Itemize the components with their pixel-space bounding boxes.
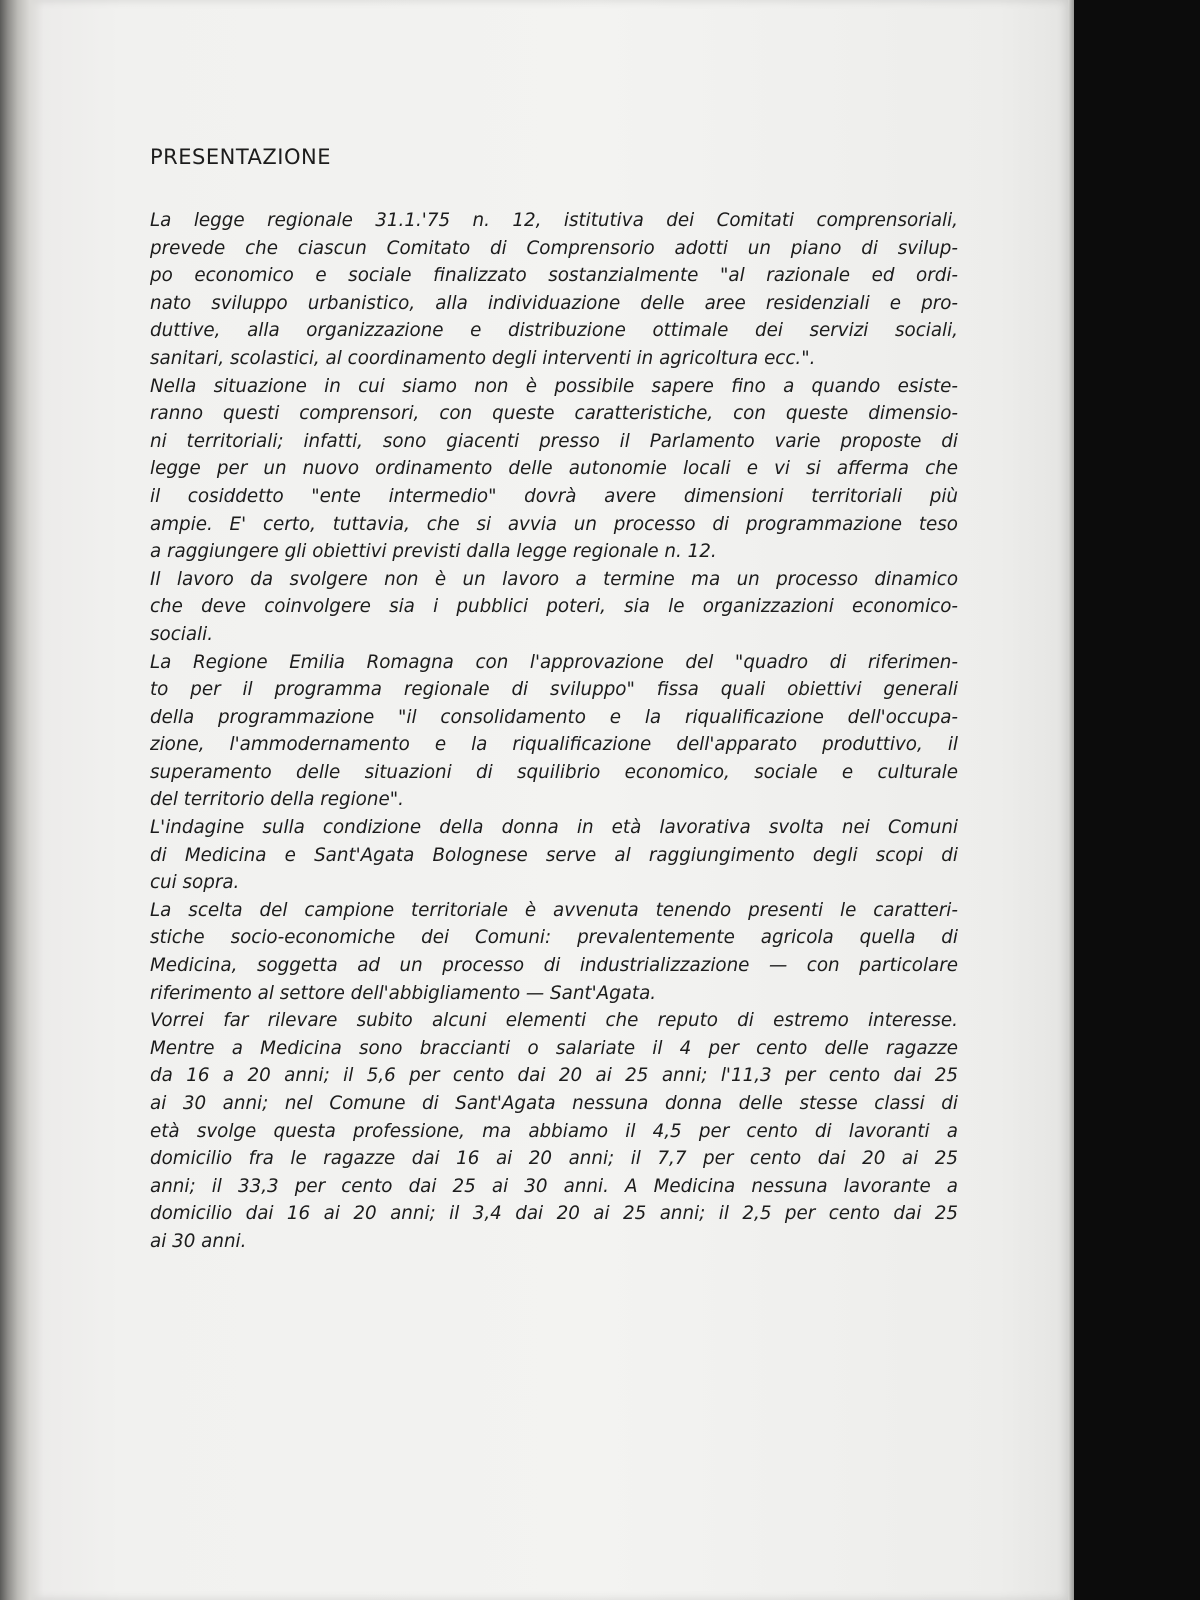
text-line: domicilio dai 16 ai 20 anni; il 3,4 dai 20 ai 25 anni; il 2,5 per cento dai 25	[150, 1203, 958, 1225]
text-line: La Regione Emilia Romagna con l'approvazione del "quadro di riferimen-	[150, 651, 958, 673]
text-line: to per il programma regionale di sviluppo" fissa quali obiettivi generali	[150, 679, 958, 701]
page-title: PRESENTAZIONE	[150, 145, 331, 169]
text-line: domicilio fra le ragazze dai 16 ai 20 anni; il 7,7 per cento dai 20 ai 25	[150, 1148, 958, 1170]
text-line: La scelta del campione territoriale è avvenuta tenendo presenti le caratteri-	[150, 899, 958, 921]
text-line: anni; il 33,3 per cento dai 25 ai 30 anni. A Medicina nessuna lavorante a	[150, 1175, 958, 1197]
text-line: che deve coinvolgere sia i pubblici poteri, sia le organizzazioni economico-	[150, 596, 958, 618]
text-line: età svolge questa professione, ma abbiamo il 4,5 per cento di lavoranti a	[150, 1120, 958, 1142]
text-line: Il lavoro da svolgere non è un lavoro a termine ma un processo dinamico	[150, 568, 958, 590]
page-content	[150, 145, 958, 1256]
text-line: ai 30 anni; nel Comune di Sant'Agata nessuna donna delle stesse classi di	[150, 1093, 958, 1114]
text-line: La legge regionale 31.1.'75 n. 12, istitutiva dei Comitati comprensoriali,	[150, 210, 958, 231]
text-line: stiche socio-economiche dei Comuni: prevalentemente agricola quella di	[150, 927, 958, 949]
text-line: ranno questi comprensori, con queste caratteristiche, con queste dimensio-	[150, 403, 958, 425]
text-line: il cosiddetto "ente intermedio" dovrà avere dimensioni territoriali più	[150, 485, 958, 507]
text-line: del territorio della regione".	[150, 789, 404, 811]
text-line: di Medicina e Sant'Agata Bolognese serve al raggiungimento degli scopi di	[150, 844, 958, 866]
text-line: Nella situazione in cui siamo non è possibile sapere fino a quando esiste-	[150, 375, 958, 397]
text-line: ampie. E' certo, tuttavia, che si avvia un processo di programmazione teso	[150, 513, 958, 535]
text-line: po economico e sociale finalizzato sostanzialmente "al razionale ed ordi-	[150, 265, 958, 287]
text-line: da 16 a 20 anni; il 5,6 per cento dai 20 ai 25 anni; l'11,3 per cento dai 25	[150, 1065, 958, 1087]
text-line: ni territoriali; infatti, sono giacenti presso il Parlamento varie proposte di	[150, 430, 958, 452]
book-spine-shadow	[0, 0, 44, 1600]
text-line: ai 30 anni.	[150, 1230, 247, 1252]
text-line: sanitari, scolastici, al coordinamento degli interventi in agricoltura ecc.".	[150, 347, 816, 369]
text-line: L'indagine sulla condizione della donna in età lavorativa svolta nei Comuni	[150, 817, 958, 839]
text-line: prevede che ciascun Comitato di Comprensorio adotti un piano di svilup-	[150, 237, 958, 259]
text-line: Mentre a Medicina sono braccianti o salariate il 4 per cento delle ragazze	[150, 1037, 958, 1059]
text-line: Medicina, soggetta ad un processo di industrializzazione — con particolare	[150, 955, 958, 977]
text-line: cui sopra.	[150, 872, 240, 894]
text-line: superamento delle situazioni di squilibrio economico, sociale e culturale	[150, 761, 958, 783]
text-line: a raggiungere gli obiettivi previsti dalla legge regionale n. 12.	[150, 541, 717, 563]
text-line: duttive, alla organizzazione e distribuzione ottimale dei servizi sociali,	[150, 320, 958, 342]
text-line: della programmazione "il consolidamento e la riqualificazione dell'occupa-	[150, 706, 958, 728]
text-line: sociali.	[150, 623, 214, 645]
text-line: Vorrei far rilevare subito alcuni elementi che reputo di estremo interesse.	[150, 1010, 958, 1032]
text-line: riferimento al settore dell'abbigliamento — Sant'Agata.	[150, 982, 657, 1004]
text-line: legge per un nuovo ordinamento delle autonomie locali e vi si afferma che	[150, 458, 958, 480]
page-edge	[1068, 0, 1074, 1600]
text-line: zione, l'ammodernamento e la riqualificazione dell'apparato produttivo, il	[150, 734, 958, 756]
text-line: nato sviluppo urbanistico, alla individuazione delle aree residenziali e pro-	[150, 292, 958, 314]
presentation-text	[150, 207, 958, 1256]
